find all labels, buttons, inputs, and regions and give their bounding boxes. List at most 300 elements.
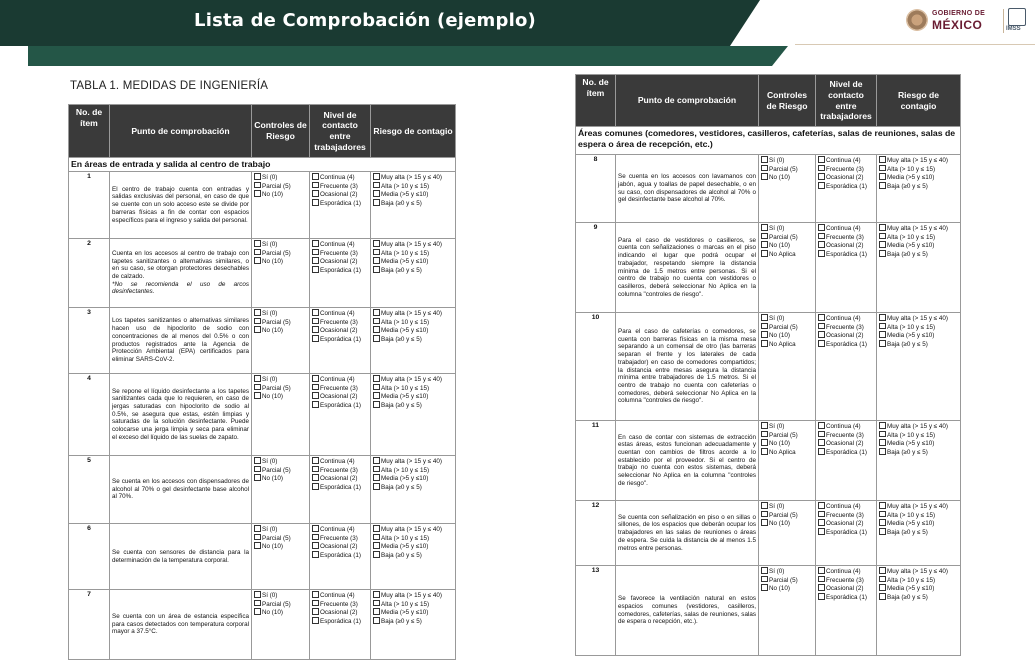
- checkbox-option[interactable]: [312, 525, 368, 534]
- checkbox-icon[interactable]: [879, 250, 886, 257]
- checkbox-icon[interactable]: [312, 534, 319, 541]
- checkbox-option[interactable]: [373, 257, 453, 266]
- checkbox-option[interactable]: [312, 240, 368, 249]
- checkbox-icon[interactable]: [761, 584, 768, 591]
- checkbox-label: Sí (0): [262, 458, 278, 465]
- checkbox-label: Ocasional (2): [826, 440, 864, 448]
- checkbox-icon[interactable]: [879, 323, 886, 330]
- checkbox-option[interactable]: [312, 392, 368, 401]
- checkbox-option[interactable]: [879, 250, 958, 259]
- checkbox-option[interactable]: [312, 466, 368, 475]
- checkbox-option[interactable]: [373, 199, 453, 208]
- checkbox-option[interactable]: [254, 182, 307, 191]
- checkbox-option[interactable]: [879, 519, 958, 528]
- checkbox-icon[interactable]: [312, 600, 319, 607]
- checkbox-option[interactable]: [761, 156, 813, 165]
- checkbox-icon[interactable]: [818, 173, 825, 180]
- checkbox-option[interactable]: [373, 483, 453, 492]
- checkbox-option-no-aplica[interactable]: [761, 448, 813, 457]
- checkbox-option[interactable]: [879, 340, 958, 349]
- checkbox-option[interactable]: [373, 309, 453, 318]
- checkbox-icon[interactable]: [254, 182, 261, 189]
- checkbox-option[interactable]: [761, 576, 813, 585]
- checkbox-icon[interactable]: [879, 502, 886, 509]
- checkbox-option[interactable]: [818, 224, 874, 233]
- checkbox-option[interactable]: [761, 224, 813, 233]
- checkbox-option[interactable]: [818, 422, 874, 431]
- checkbox-icon[interactable]: [254, 534, 261, 541]
- checkbox-icon[interactable]: [879, 331, 886, 338]
- checkbox-option[interactable]: [818, 323, 874, 332]
- checkbox-option[interactable]: [254, 392, 307, 401]
- checkbox-icon[interactable]: [818, 340, 825, 347]
- checkbox-icon[interactable]: [761, 340, 768, 347]
- checkbox-icon[interactable]: [761, 576, 768, 583]
- checkbox-option[interactable]: [373, 617, 453, 626]
- checkbox-option[interactable]: [761, 241, 813, 250]
- checkbox-icon[interactable]: [312, 326, 319, 333]
- checkbox-icon[interactable]: [373, 190, 380, 197]
- checkbox-option[interactable]: [373, 466, 453, 475]
- checkbox-icon[interactable]: [818, 182, 825, 189]
- checkbox-option[interactable]: [373, 474, 453, 483]
- checkbox-option[interactable]: [254, 608, 307, 617]
- checkbox-icon[interactable]: [879, 439, 886, 446]
- checkbox-option[interactable]: [761, 431, 813, 440]
- checkbox-option[interactable]: [818, 314, 874, 323]
- checkbox-icon[interactable]: [373, 199, 380, 206]
- checkbox-icon[interactable]: [254, 240, 261, 247]
- checkbox-option[interactable]: [373, 525, 453, 534]
- checkbox-option[interactable]: [761, 584, 813, 593]
- checkbox-option[interactable]: [254, 591, 307, 600]
- checkbox-icon[interactable]: [373, 617, 380, 624]
- checkbox-option[interactable]: [818, 448, 874, 457]
- checkbox-icon[interactable]: [818, 511, 825, 518]
- checkbox-option[interactable]: [761, 331, 813, 340]
- checkbox-icon[interactable]: [879, 448, 886, 455]
- checkbox-option[interactable]: [254, 384, 307, 393]
- checkbox-icon[interactable]: [312, 240, 319, 247]
- checkbox-icon[interactable]: [254, 257, 261, 264]
- checkbox-option[interactable]: [373, 551, 453, 560]
- checkbox-option[interactable]: [879, 156, 958, 165]
- checkbox-option[interactable]: [818, 173, 874, 182]
- checkbox-option[interactable]: [761, 165, 813, 174]
- checkbox-icon[interactable]: [818, 519, 825, 526]
- checkbox-icon[interactable]: [818, 576, 825, 583]
- checkbox-option[interactable]: [312, 199, 368, 208]
- checkbox-icon[interactable]: [818, 584, 825, 591]
- checkbox-option[interactable]: [879, 224, 958, 233]
- checkbox-icon[interactable]: [312, 384, 319, 391]
- checkbox-icon[interactable]: [254, 190, 261, 197]
- checkbox-icon[interactable]: [312, 474, 319, 481]
- checkbox-icon[interactable]: [879, 173, 886, 180]
- checkbox-icon[interactable]: [761, 165, 768, 172]
- checkbox-label: Alta (> 10 y ≤ 15): [887, 233, 936, 241]
- checkpoint-description: Los tapetes sanitizantes o alternativas similares hacen uso de hipoclorito de sodio con concentraciones de al menos del 0.5% o con productos registrados ante la Agencia de Protección Ambiental (EPA) certificados para eliminar SARS-CoV-2.: [112, 317, 249, 363]
- checkbox-option[interactable]: [312, 457, 368, 466]
- checkbox-option[interactable]: [254, 542, 307, 551]
- checkbox-icon[interactable]: [254, 466, 261, 473]
- checkbox-icon[interactable]: [761, 439, 768, 446]
- checkbox-option[interactable]: [818, 439, 874, 448]
- checkbox-icon[interactable]: [312, 392, 319, 399]
- checkbox-icon[interactable]: [879, 422, 886, 429]
- checkbox-icon[interactable]: [879, 576, 886, 583]
- checkbox-option[interactable]: [312, 483, 368, 492]
- checkbox-option[interactable]: [761, 233, 813, 242]
- checkbox-option[interactable]: [373, 318, 453, 327]
- checkbox-option[interactable]: [818, 511, 874, 520]
- checkbox-icon[interactable]: [761, 567, 768, 574]
- checkbox-option[interactable]: [761, 323, 813, 332]
- checkbox-icon[interactable]: [312, 401, 319, 408]
- checkbox-option[interactable]: [373, 401, 453, 410]
- checkbox-icon[interactable]: [312, 190, 319, 197]
- checkbox-icon[interactable]: [761, 173, 768, 180]
- checkbox-icon[interactable]: [254, 318, 261, 325]
- checkbox-icon[interactable]: [879, 314, 886, 321]
- checkbox-option[interactable]: [312, 608, 368, 617]
- checkbox-option[interactable]: [254, 534, 307, 543]
- checkbox-icon[interactable]: [373, 326, 380, 333]
- checkbox-icon[interactable]: [818, 593, 825, 600]
- checkbox-icon[interactable]: [373, 483, 380, 490]
- checkbox-option[interactable]: [312, 600, 368, 609]
- checkbox-icon[interactable]: [761, 511, 768, 518]
- section-title: Áreas comunes (comedores, vestidores, casilleros, cafeterías, salas de reuniones, salas de espera o área de recepción, etc.): [576, 127, 961, 155]
- checkbox-icon[interactable]: [879, 233, 886, 240]
- checkbox-icon[interactable]: [761, 422, 768, 429]
- checkbox-icon[interactable]: [254, 309, 261, 316]
- checkbox-icon[interactable]: [373, 608, 380, 615]
- checkbox-option[interactable]: [254, 249, 307, 258]
- checkbox-icon[interactable]: [761, 233, 768, 240]
- checkbox-icon[interactable]: [879, 156, 886, 163]
- checkbox-option[interactable]: [373, 384, 453, 393]
- checkbox-option[interactable]: [373, 335, 453, 344]
- checkbox-option[interactable]: [818, 519, 874, 528]
- checkbox-option[interactable]: [761, 519, 813, 528]
- checkbox-option[interactable]: [761, 439, 813, 448]
- checkbox-icon[interactable]: [818, 331, 825, 338]
- checkbox-icon[interactable]: [312, 542, 319, 549]
- checkbox-icon[interactable]: [761, 250, 768, 257]
- checkbox-option-no-aplica[interactable]: [761, 340, 813, 349]
- checkbox-icon[interactable]: [761, 314, 768, 321]
- checkbox-option[interactable]: [254, 318, 307, 327]
- checkbox-icon[interactable]: [373, 375, 380, 382]
- checkbox-icon[interactable]: [373, 249, 380, 256]
- checkbox-option[interactable]: [254, 173, 307, 182]
- checkbox-icon[interactable]: [312, 173, 319, 180]
- checkbox-icon[interactable]: [879, 431, 886, 438]
- checkbox-icon[interactable]: [818, 448, 825, 455]
- checkbox-option[interactable]: [312, 318, 368, 327]
- checkbox-icon[interactable]: [373, 591, 380, 598]
- checkbox-option[interactable]: [818, 584, 874, 593]
- checkbox-icon[interactable]: [373, 551, 380, 558]
- checkbox-option[interactable]: [818, 340, 874, 349]
- checkbox-icon[interactable]: [373, 266, 380, 273]
- checkbox-icon[interactable]: [818, 233, 825, 240]
- checkbox-icon[interactable]: [818, 431, 825, 438]
- checkbox-icon[interactable]: [761, 323, 768, 330]
- checkbox-option[interactable]: [373, 392, 453, 401]
- checkbox-icon[interactable]: [312, 182, 319, 189]
- checkbox-option[interactable]: [879, 511, 958, 520]
- checkbox-icon[interactable]: [254, 326, 261, 333]
- checkbox-icon[interactable]: [818, 165, 825, 172]
- checkbox-icon[interactable]: [818, 439, 825, 446]
- checkbox-icon[interactable]: [761, 224, 768, 231]
- checkbox-option[interactable]: [373, 375, 453, 384]
- checkbox-option[interactable]: [373, 190, 453, 199]
- checkbox-option[interactable]: [373, 542, 453, 551]
- checkbox-icon[interactable]: [373, 335, 380, 342]
- checkbox-icon[interactable]: [312, 249, 319, 256]
- checkbox-icon[interactable]: [818, 241, 825, 248]
- checkbox-label: No (10): [769, 174, 790, 182]
- checkbox-option[interactable]: [879, 422, 958, 431]
- checkbox-icon[interactable]: [818, 156, 825, 163]
- checkbox-icon[interactable]: [879, 224, 886, 231]
- checkbox-option[interactable]: [818, 431, 874, 440]
- checkbox-icon[interactable]: [879, 584, 886, 591]
- checkbox-option[interactable]: [254, 457, 307, 466]
- checkbox-icon[interactable]: [879, 567, 886, 574]
- checkbox-icon[interactable]: [879, 593, 886, 600]
- checkbox-option[interactable]: [312, 249, 368, 258]
- checkbox-option[interactable]: [879, 241, 958, 250]
- checkbox-option[interactable]: [373, 534, 453, 543]
- checkbox-option[interactable]: [879, 314, 958, 323]
- checkbox-icon[interactable]: [254, 591, 261, 598]
- checkbox-option[interactable]: [879, 182, 958, 191]
- checkbox-icon[interactable]: [373, 257, 380, 264]
- checkbox-option[interactable]: [373, 266, 453, 275]
- checkbox-option[interactable]: [879, 331, 958, 340]
- checkbox-icon[interactable]: [312, 608, 319, 615]
- checkbox-option[interactable]: [373, 457, 453, 466]
- checkbox-option[interactable]: [312, 266, 368, 275]
- checkbox-icon[interactable]: [254, 542, 261, 549]
- checkbox-icon[interactable]: [373, 466, 380, 473]
- checkbox-icon[interactable]: [373, 392, 380, 399]
- checkbox-option[interactable]: [761, 314, 813, 323]
- checkbox-icon[interactable]: [373, 309, 380, 316]
- checkbox-icon[interactable]: [254, 249, 261, 256]
- checkbox-icon[interactable]: [312, 466, 319, 473]
- checkbox-icon[interactable]: [818, 250, 825, 257]
- checkbox-icon[interactable]: [879, 340, 886, 347]
- checkbox-icon[interactable]: [879, 528, 886, 535]
- checkpoint-text: [110, 590, 252, 660]
- checkbox-option[interactable]: [879, 528, 958, 537]
- checkbox-option[interactable]: [818, 593, 874, 602]
- checkbox-icon[interactable]: [818, 528, 825, 535]
- checkbox-icon[interactable]: [879, 241, 886, 248]
- checkbox-option[interactable]: [879, 439, 958, 448]
- checkbox-icon[interactable]: [373, 600, 380, 607]
- checkbox-icon[interactable]: [373, 384, 380, 391]
- checkbox-icon[interactable]: [818, 314, 825, 321]
- checkbox-icon[interactable]: [254, 525, 261, 532]
- checkbox-option[interactable]: [818, 241, 874, 250]
- checkbox-icon[interactable]: [312, 266, 319, 273]
- checkbox-icon[interactable]: [373, 457, 380, 464]
- checkbox-option[interactable]: [312, 551, 368, 560]
- checkbox-option[interactable]: [879, 165, 958, 174]
- checkbox-option[interactable]: [312, 591, 368, 600]
- checkbox-option[interactable]: [254, 474, 307, 483]
- checkbox-icon[interactable]: [818, 502, 825, 509]
- checkbox-option[interactable]: [312, 401, 368, 410]
- checkbox-option[interactable]: [373, 600, 453, 609]
- checkbox-icon[interactable]: [818, 323, 825, 330]
- checkbox-icon[interactable]: [254, 457, 261, 464]
- checkbox-option[interactable]: [818, 567, 874, 576]
- checkbox-option[interactable]: [373, 591, 453, 600]
- checkbox-icon[interactable]: [373, 240, 380, 247]
- checkbox-option[interactable]: [312, 190, 368, 199]
- checkbox-option[interactable]: [254, 525, 307, 534]
- checkbox-icon[interactable]: [312, 551, 319, 558]
- checkbox-option[interactable]: [312, 534, 368, 543]
- checkbox-option[interactable]: [879, 173, 958, 182]
- checkbox-option[interactable]: [373, 182, 453, 191]
- checkbox-icon[interactable]: [373, 401, 380, 408]
- checkbox-icon[interactable]: [373, 525, 380, 532]
- checkbox-icon[interactable]: [312, 335, 319, 342]
- checkbox-option[interactable]: [761, 502, 813, 511]
- checkbox-icon[interactable]: [312, 617, 319, 624]
- checkbox-icon[interactable]: [312, 257, 319, 264]
- checkbox-option[interactable]: [312, 542, 368, 551]
- checkbox-option[interactable]: [761, 567, 813, 576]
- checkbox-option[interactable]: [373, 173, 453, 182]
- checkbox-icon[interactable]: [254, 608, 261, 615]
- checkbox-icon[interactable]: [312, 309, 319, 316]
- checkbox-icon[interactable]: [761, 331, 768, 338]
- checkbox-option[interactable]: [373, 326, 453, 335]
- checkbox-option[interactable]: [818, 165, 874, 174]
- checkbox-option[interactable]: [254, 375, 307, 384]
- checkbox-icon[interactable]: [373, 318, 380, 325]
- checkbox-icon[interactable]: [761, 519, 768, 526]
- checkbox-option[interactable]: [761, 511, 813, 520]
- checkbox-icon[interactable]: [254, 474, 261, 481]
- checkbox-icon[interactable]: [761, 431, 768, 438]
- checkbox-option[interactable]: [312, 173, 368, 182]
- checkbox-option[interactable]: [254, 190, 307, 199]
- checkbox-icon[interactable]: [312, 199, 319, 206]
- checkbox-icon[interactable]: [254, 173, 261, 180]
- checkbox-option[interactable]: [312, 375, 368, 384]
- checkbox-icon[interactable]: [373, 182, 380, 189]
- checkbox-option[interactable]: [879, 502, 958, 511]
- checkbox-option[interactable]: [818, 331, 874, 340]
- checkbox-option-no-aplica[interactable]: [761, 250, 813, 259]
- checkbox-icon[interactable]: [761, 502, 768, 509]
- checkbox-icon[interactable]: [879, 519, 886, 526]
- checkbox-option[interactable]: [818, 233, 874, 242]
- checkbox-option[interactable]: [761, 422, 813, 431]
- checkbox-icon[interactable]: [254, 392, 261, 399]
- checkbox-option[interactable]: [254, 326, 307, 335]
- checkbox-icon[interactable]: [254, 600, 261, 607]
- checkbox-icon[interactable]: [879, 165, 886, 172]
- checkbox-icon[interactable]: [373, 542, 380, 549]
- checkbox-option[interactable]: [373, 608, 453, 617]
- checkbox-option[interactable]: [254, 466, 307, 475]
- checkbox-icon[interactable]: [312, 318, 319, 325]
- checkbox-option[interactable]: [254, 257, 307, 266]
- checkbox-icon[interactable]: [879, 511, 886, 518]
- checkbox-option[interactable]: [312, 384, 368, 393]
- checkbox-option[interactable]: [312, 182, 368, 191]
- checkbox-icon[interactable]: [373, 173, 380, 180]
- checkbox-label: Continua (4): [320, 376, 355, 383]
- checkbox-option[interactable]: [818, 502, 874, 511]
- checkbox-option[interactable]: [312, 474, 368, 483]
- checkbox-option[interactable]: [879, 448, 958, 457]
- checkbox-option[interactable]: [879, 233, 958, 242]
- checkbox-option[interactable]: [254, 240, 307, 249]
- checkbox-option[interactable]: [818, 576, 874, 585]
- checkbox-icon[interactable]: [818, 567, 825, 574]
- checkbox-option[interactable]: [373, 249, 453, 258]
- checkbox-icon[interactable]: [312, 525, 319, 532]
- checkbox-icon[interactable]: [312, 591, 319, 598]
- checkbox-option[interactable]: [312, 309, 368, 318]
- checkbox-option[interactable]: [879, 567, 958, 576]
- checkbox-option[interactable]: [818, 528, 874, 537]
- checkbox-option[interactable]: [312, 257, 368, 266]
- checkbox-icon[interactable]: [312, 375, 319, 382]
- checkbox-option[interactable]: [312, 335, 368, 344]
- checkbox-icon[interactable]: [761, 241, 768, 248]
- checkbox-option[interactable]: [254, 309, 307, 318]
- checkbox-icon[interactable]: [818, 422, 825, 429]
- checkbox-option[interactable]: [879, 593, 958, 602]
- checkbox-option[interactable]: [879, 431, 958, 440]
- checkbox-icon[interactable]: [312, 457, 319, 464]
- checkbox-option[interactable]: [818, 250, 874, 259]
- checkbox-icon[interactable]: [818, 224, 825, 231]
- checkbox-option[interactable]: [254, 600, 307, 609]
- checkbox-option[interactable]: [818, 156, 874, 165]
- checkbox-icon[interactable]: [254, 384, 261, 391]
- checkbox-icon[interactable]: [312, 483, 319, 490]
- checkbox-option[interactable]: [312, 326, 368, 335]
- checkbox-option[interactable]: [761, 173, 813, 182]
- checkbox-icon[interactable]: [761, 448, 768, 455]
- checkbox-option[interactable]: [879, 584, 958, 593]
- checkbox-icon[interactable]: [373, 474, 380, 481]
- checkbox-option[interactable]: [879, 323, 958, 332]
- checkbox-option[interactable]: [879, 576, 958, 585]
- checkbox-icon[interactable]: [254, 375, 261, 382]
- checkbox-option[interactable]: [312, 617, 368, 626]
- checkbox-option[interactable]: [818, 182, 874, 191]
- checkbox-icon[interactable]: [373, 534, 380, 541]
- checkbox-icon[interactable]: [879, 182, 886, 189]
- checkbox-icon[interactable]: [761, 156, 768, 163]
- checkbox-option[interactable]: [373, 240, 453, 249]
